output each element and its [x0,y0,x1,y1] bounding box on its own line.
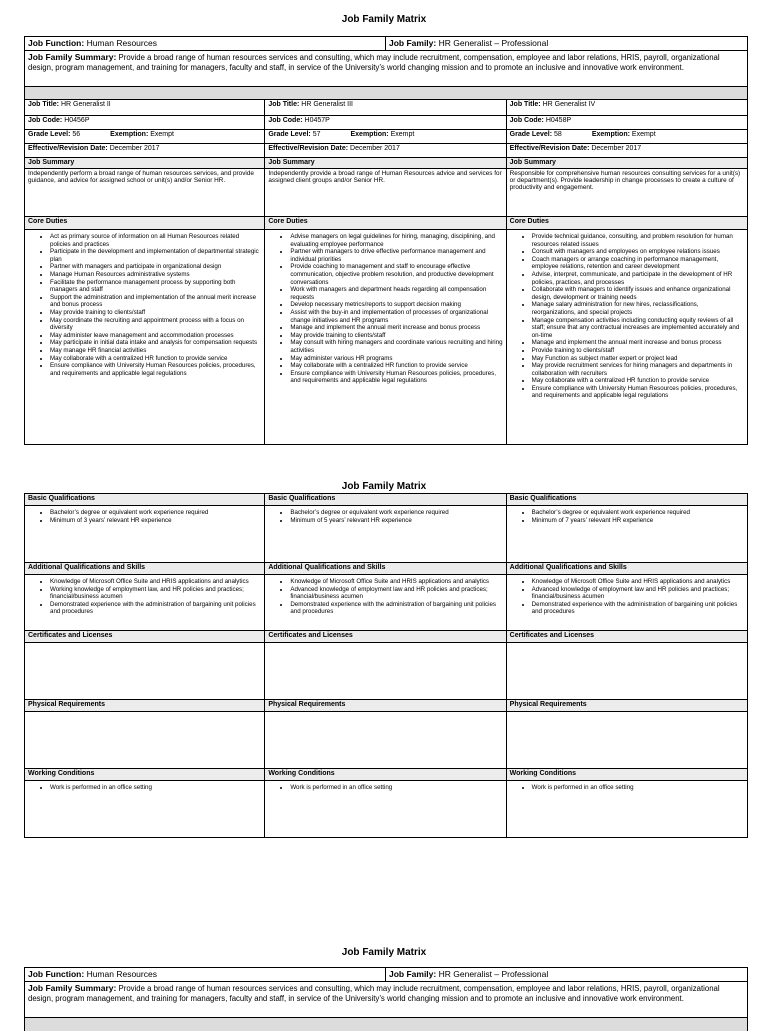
separator-row [25,87,747,100]
list-item: • Coach managers or arrange coaching in performance management, employee relations, retention and career development [532,256,744,271]
core-duties-header: Core Duties [265,217,506,229]
core-duties-list [510,233,744,400]
list-item: • Ensure compliance with University Human Resources policies, procedures, and requirements and applicable legal regulations [532,385,744,400]
additional-qualifications-header: Additional Qualifications and Skills [25,563,265,574]
core-duties-list [268,233,502,385]
list-item: • Develop necessary metrics/reports to support decision making [290,301,502,309]
list-item: • May provide training to clients/staff [50,309,261,317]
job-function-cell: Job Function: Human Resources [25,968,386,981]
list-item: • Manage and implement the annual merit increase and bonus process [532,339,744,347]
job-family-summary: Job Family Summary: Provide a broad range of human resources services and consulting, which may include recruitment, compensation, employee and labor relations, HRIS, payroll, organizational design, program management, and training for managers, faculty and staff, in service of the University’s world changing mission and to promote an inclusive and innovative work environment. [28,52,720,72]
working-conditions-header: Working Conditions [509,770,577,777]
job-summary-header: Job Summary [265,158,506,168]
grade-cell: Grade Level: 58 Exemption: Exempt [509,131,656,138]
job-code-cell: Job Code: H0457P [265,116,506,129]
core-duties-header: Core Duties [25,217,265,229]
list-item: • Manage compensation activities including conducting equity reviews of all staff; ensure that any contractual increases are implemented accurately and on-time [532,317,744,340]
list-item: • May consult with hiring managers and coordinate various recruiting and hiring activities [290,339,502,354]
revision-cell: Effective/Revision Date: December 2017 [509,145,642,152]
job-summary-text: Independently perform a broad range of human resources services, and provide guidance, and advice for assigned school or unit(s) and/or Senior HR. [25,169,265,216]
list-item: • May provide training to clients/staff [290,332,502,340]
list-item: • Work is performed in an office setting [50,784,261,792]
additional-qualifications-header: Additional Qualifications and Skills [265,563,506,574]
list-item: • May coordinate the recruiting and appointment process with a focus on diversity [50,317,261,332]
list-item: • May manage HR financial activities [50,347,261,355]
list-item: • May collaborate with a centralized HR function to provide service [532,377,744,385]
job-summary-text: Independently provide a broad range of Human Resources advice and services for assigned client groups and/or Senior HR. [265,169,506,216]
physical-requirements-cell [507,712,747,768]
physical-requirements-cell [265,712,506,768]
certificates-cell [265,643,506,699]
list-item: • Work is performed in an office setting [532,784,744,792]
list-item: • Advanced knowledge of employment law and HR policies and practices; financial/business acumen [290,586,502,601]
job-summary-header: Job Summary [509,159,556,166]
list-item: • Assist with the buy-in and implementation of processes of organizational change initiatives and HR programs [290,309,502,324]
list-item: • Advise, interpret, communicate, and participate in the development of HR policies, practices, and processes [532,271,744,286]
list-item: • May Function as subject matter expert or project lead [532,355,744,363]
additional-qualifications-header: Additional Qualifications and Skills [509,564,627,571]
list-item: • Support the administration and implementation of the annual merit increase and bonus process [50,294,261,309]
physical-requirements-header: Physical Requirements [265,700,506,711]
list-item: • Act as primary source of information on all Human Resources related policies and practices [50,233,261,248]
certificates-cell [25,643,265,699]
revision-cell: Effective/Revision Date: December 2017 [25,144,265,157]
job-title-cell: Job Title: HR Generalist III [265,100,506,115]
list-item: • Ensure compliance with University Human Resources policies, procedures, and requirements and applicable legal regulations [290,370,502,385]
basic-qualifications-list [268,509,502,524]
list-item: • Provide coaching to management and staff to encourage effective communication, objective problem resolution, and productive development conversations [290,263,502,286]
job-title-cell: Job Title: HR Generalist IV [509,101,596,108]
job-summary-text: Responsible for comprehensive human resources consulting services for a unit(s) or department(s). Provide leadership in change processes to create a culture of productivity and engagement. [509,170,741,192]
list-item: • Facilitate the performance management process by supporting both managers and staff [50,279,261,294]
working-conditions-header: Working Conditions [25,769,265,780]
grade-cell: Grade Level: 56 Exemption: Exempt [25,130,265,143]
job-function-cell: Job Function: Human Resources [25,37,386,50]
list-item: • Consult with managers and employees on employee relations issues [532,248,744,256]
list-item: • Manage Human Resources administrative systems [50,271,261,279]
list-item: • May participate in initial data intake and analysis for compensation requests [50,339,261,347]
working-conditions-list [28,784,261,792]
page-title: Job Family Matrix [341,947,427,958]
list-item: • Bachelor’s degree or equivalent work experience required [50,509,261,517]
list-item: • Manage and implement the annual merit increase and bonus process [290,324,502,332]
physical-requirements-header: Physical Requirements [509,701,587,708]
basic-qualifications-list [28,509,261,524]
grade-cell: Grade Level: 57 Exemption: Exempt [265,130,506,143]
basic-qualifications-list [510,509,744,524]
list-item: • Ensure compliance with University Human Resources policies, procedures, and requirements and applicable legal regulations [50,362,261,377]
job-family-summary: Job Family Summary: Provide a broad range of human resources services and consulting, which may include recruitment, compensation, employee and labor relations, HRIS, payroll, organizational design, program management, and training for managers, faculty and staff, in service of the University’s world changing mission and to promote an inclusive and innovative work environment. [28,983,720,1003]
job-matrix-table-1 [24,36,748,445]
additional-qualifications-list [28,578,261,616]
core-duties-header: Core Duties [509,218,549,225]
certificates-header: Certificates and Licenses [25,631,265,642]
separator-row [25,1018,747,1031]
list-item: • May administer leave management and accommodation processes [50,332,261,340]
additional-qualifications-list [510,578,744,616]
job-summary-header: Job Summary [25,158,265,168]
list-item: • Manage salary administration for new hires, reclassifications, reorganizations, and special projects [532,301,744,316]
list-item: • Minimum of 5 years’ relevant HR experience [290,517,502,525]
core-duties-list [28,233,261,377]
list-item: • Participate in the development and implementation of departmental strategic plan [50,248,261,263]
list-item: • Demonstrated experience with the administration of bargaining unit policies and procedures [532,601,744,616]
working-conditions-list [268,784,502,792]
certificates-header: Certificates and Licenses [509,632,595,639]
physical-requirements-cell [25,712,265,768]
list-item: • Demonstrated experience with the administration of bargaining unit policies and procedures [50,601,261,616]
list-item: • Minimum of 3 years’ relevant HR experience [50,517,261,525]
list-item: • Knowledge of Microsoft Office Suite and HRIS applications and analytics [290,578,502,586]
list-item: • Bachelor’s degree or equivalent work experience required [532,509,744,517]
additional-qualifications-list [268,578,502,616]
list-item: • Provide technical guidance, consulting, and problem resolution for human resources related issues [532,233,744,248]
list-item: • May collaborate with a centralized HR function to provide service [50,355,261,363]
revision-cell: Effective/Revision Date: December 2017 [265,144,506,157]
job-matrix-table-2 [24,493,748,838]
list-item: • Bachelor’s degree or equivalent work experience required [290,509,502,517]
basic-qualifications-header: Basic Qualifications [265,494,506,505]
certificates-cell [507,643,747,699]
physical-requirements-header: Physical Requirements [25,700,265,711]
list-item: • Work is performed in an office setting [290,784,502,792]
list-item: • Knowledge of Microsoft Office Suite and HRIS applications and analytics [532,578,744,586]
job-code-cell: Job Code: H0458P [509,117,572,124]
page-title: Job Family Matrix [341,14,427,25]
job-title-cell: Job Title: HR Generalist II [25,100,265,115]
list-item: • Collaborate with managers to identify issues and enhance organizational design, development or training needs [532,286,744,301]
page-title: Job Family Matrix [341,481,427,492]
list-item: • Work with managers and department heads regarding all compensation requests [290,286,502,301]
list-item: • Working knowledge of employment law, and HR policies and practices; financial/business acumen [50,586,261,601]
list-item: • Partner with managers and participate in organizational design [50,263,261,271]
basic-qualifications-header: Basic Qualifications [509,495,577,502]
job-code-cell: Job Code: H0456P [25,116,265,129]
job-family-cell: Job Family: HR Generalist – Professional [389,38,549,48]
list-item: • Knowledge of Microsoft Office Suite and HRIS applications and analytics [50,578,261,586]
working-conditions-header: Working Conditions [265,769,506,780]
list-item: • Demonstrated experience with the administration of bargaining unit policies and procedures [290,601,502,616]
list-item: • May provide recruitment services for hiring managers and departments in collaboration with recruiters [532,362,744,377]
list-item: • Partner with managers to drive effective performance management and individual priorities [290,248,502,263]
working-conditions-list [510,784,744,792]
job-family-cell: Job Family: HR Generalist – Professional [389,969,549,979]
basic-qualifications-header: Basic Qualifications [25,494,265,505]
certificates-header: Certificates and Licenses [265,631,506,642]
list-item: • Provide training to clients/staff [532,347,744,355]
list-item: • Minimum of 7 years’ relevant HR experience [532,517,744,525]
job-matrix-table-3 [24,967,748,1031]
list-item: • May collaborate with a centralized HR function to provide service [290,362,502,370]
list-item: • Advanced knowledge of employment law and HR policies and practices; financial/business acumen [532,586,744,601]
list-item: • May administer various HR programs [290,355,502,363]
list-item: • Advise managers on legal guidelines for hiring, managing, disciplining, and evaluating employee performance [290,233,502,248]
